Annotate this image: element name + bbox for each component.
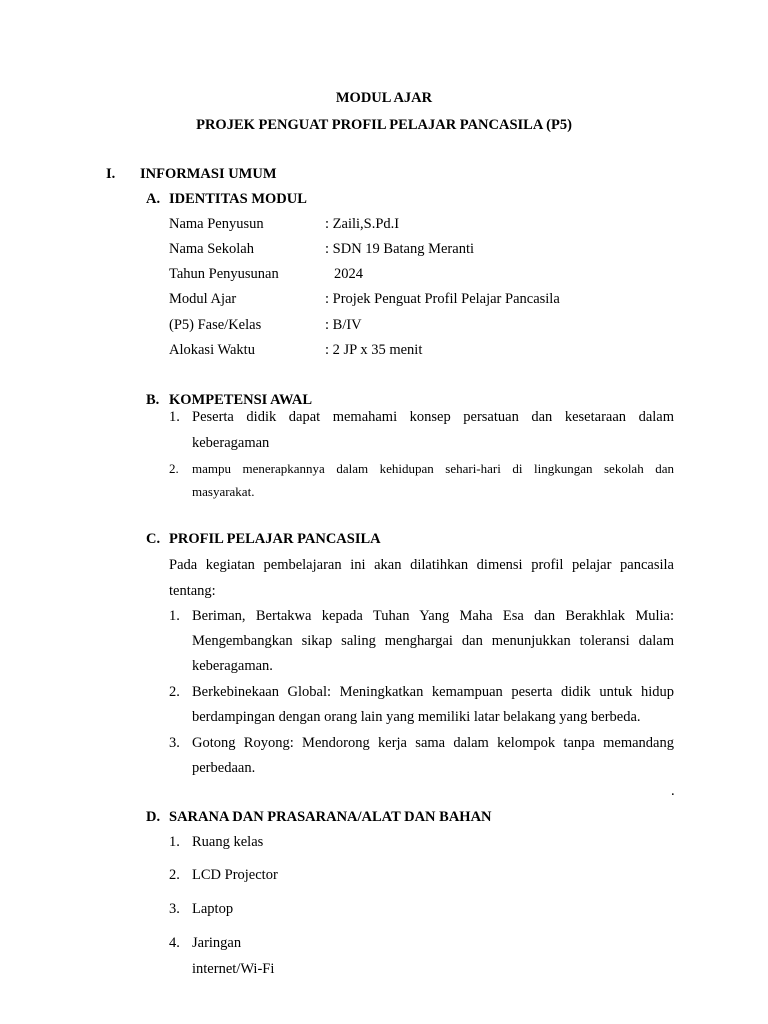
section-b-heading: KOMPETENSI AWAL [169, 392, 313, 408]
identitas-label-tahun: Tahun Penyusunan [169, 266, 279, 282]
identitas-value-fase: : B/IV [325, 317, 362, 333]
identitas-label-fase: (P5) Fase/Kelas [169, 317, 262, 333]
kompetensi-item-2-line2: masyarakat. [192, 484, 255, 499]
sarana-item-1-number: 1. [169, 834, 180, 850]
sarana-item-1-label: Ruang kelas [192, 834, 264, 850]
profil-intro-line2: tentang: [169, 583, 216, 599]
profil-item-3-number: 3. [169, 735, 180, 751]
profil-intro-line1: Pada kegiatan pembelajaran ini akan dilatihkan dimensi profil pelajar pancasila [169, 557, 674, 573]
document-subtitle: PROJEK PENGUAT PROFIL PELAJAR PANCASILA (P5) [196, 117, 572, 133]
section-1-number: I. [106, 166, 116, 182]
kompetensi-item-1-number: 1. [169, 409, 180, 425]
profil-item-1-line3: keberagaman. [192, 658, 273, 674]
profil-item-3-line1: Gotong Royong: Mendorong kerja sama dalam kelompok tanpa memandang [192, 735, 674, 751]
profil-item-1-number: 1. [169, 608, 180, 624]
section-d-letter: D. [146, 809, 161, 825]
sarana-item-4-label-line2: internet/Wi-Fi [192, 961, 275, 977]
profil-item-2-number: 2. [169, 684, 180, 700]
identitas-label-penyusun: Nama Penyusun [169, 216, 264, 232]
identitas-label-sekolah: Nama Sekolah [169, 241, 254, 257]
sarana-item-3-label: Laptop [192, 901, 234, 917]
section-c-letter: C. [146, 531, 161, 547]
profil-item-2-line2: berdampingan dengan orang lain yang memiliki latar belakang yang berbeda. [192, 709, 641, 725]
sarana-item-4-label-line1: Jaringan [192, 935, 242, 951]
profil-item-1-line2: Mengembangkan sikap saling menghargai dan menunjukkan toleransi dalam [192, 633, 674, 649]
identitas-value-penyusun: : Zaili,S.Pd.I [325, 216, 400, 232]
identitas-value-tahun: 2024 [334, 266, 363, 282]
section-a-letter: A. [146, 191, 161, 207]
profil-item-2-line1: Berkebinekaan Global: Meningkatkan kemampuan peserta didik untuk hidup [192, 684, 674, 700]
kompetensi-item-1-line1: Peserta didik dapat memahami konsep persatuan dan kesetaraan dalam [192, 409, 674, 425]
identitas-value-sekolah: : SDN 19 Batang Meranti [325, 241, 475, 257]
section-d-heading: SARANA DAN PRASARANA/ALAT DAN BAHAN [169, 809, 492, 825]
section-1-heading: INFORMASI UMUM [140, 166, 277, 182]
identitas-label-alokasi: Alokasi Waktu [169, 342, 255, 358]
section-c-heading: PROFIL PELAJAR PANCASILA [169, 531, 381, 547]
section-b-letter: B. [146, 392, 160, 408]
document-title: MODUL AJAR [335, 90, 433, 106]
trailing-period: . [671, 783, 675, 799]
identitas-label-modul: Modul Ajar [169, 291, 237, 307]
kompetensi-item-2-line1: mampu menerapkannya dalam kehidupan sehari-hari di lingkungan sekolah dan [192, 461, 674, 476]
identitas-value-alokasi: : 2 JP x 35 menit [325, 342, 423, 358]
sarana-item-2-number: 2. [169, 867, 180, 883]
sarana-item-3-number: 3. [169, 901, 180, 917]
profil-item-3-line2: perbedaan. [192, 760, 256, 776]
identitas-value-modul: : Projek Penguat Profil Pelajar Pancasila [325, 291, 560, 307]
sarana-item-4-number: 4. [169, 935, 180, 951]
sarana-item-2-label: LCD Projector [192, 867, 278, 883]
profil-item-1-line1: Beriman, Bertakwa kepada Tuhan Yang Maha Esa dan Berakhlak Mulia: [192, 608, 674, 624]
section-a-heading: IDENTITAS MODUL [169, 191, 307, 207]
kompetensi-item-1-line2: keberagaman [192, 435, 270, 451]
kompetensi-item-2-number: 2. [169, 461, 179, 476]
